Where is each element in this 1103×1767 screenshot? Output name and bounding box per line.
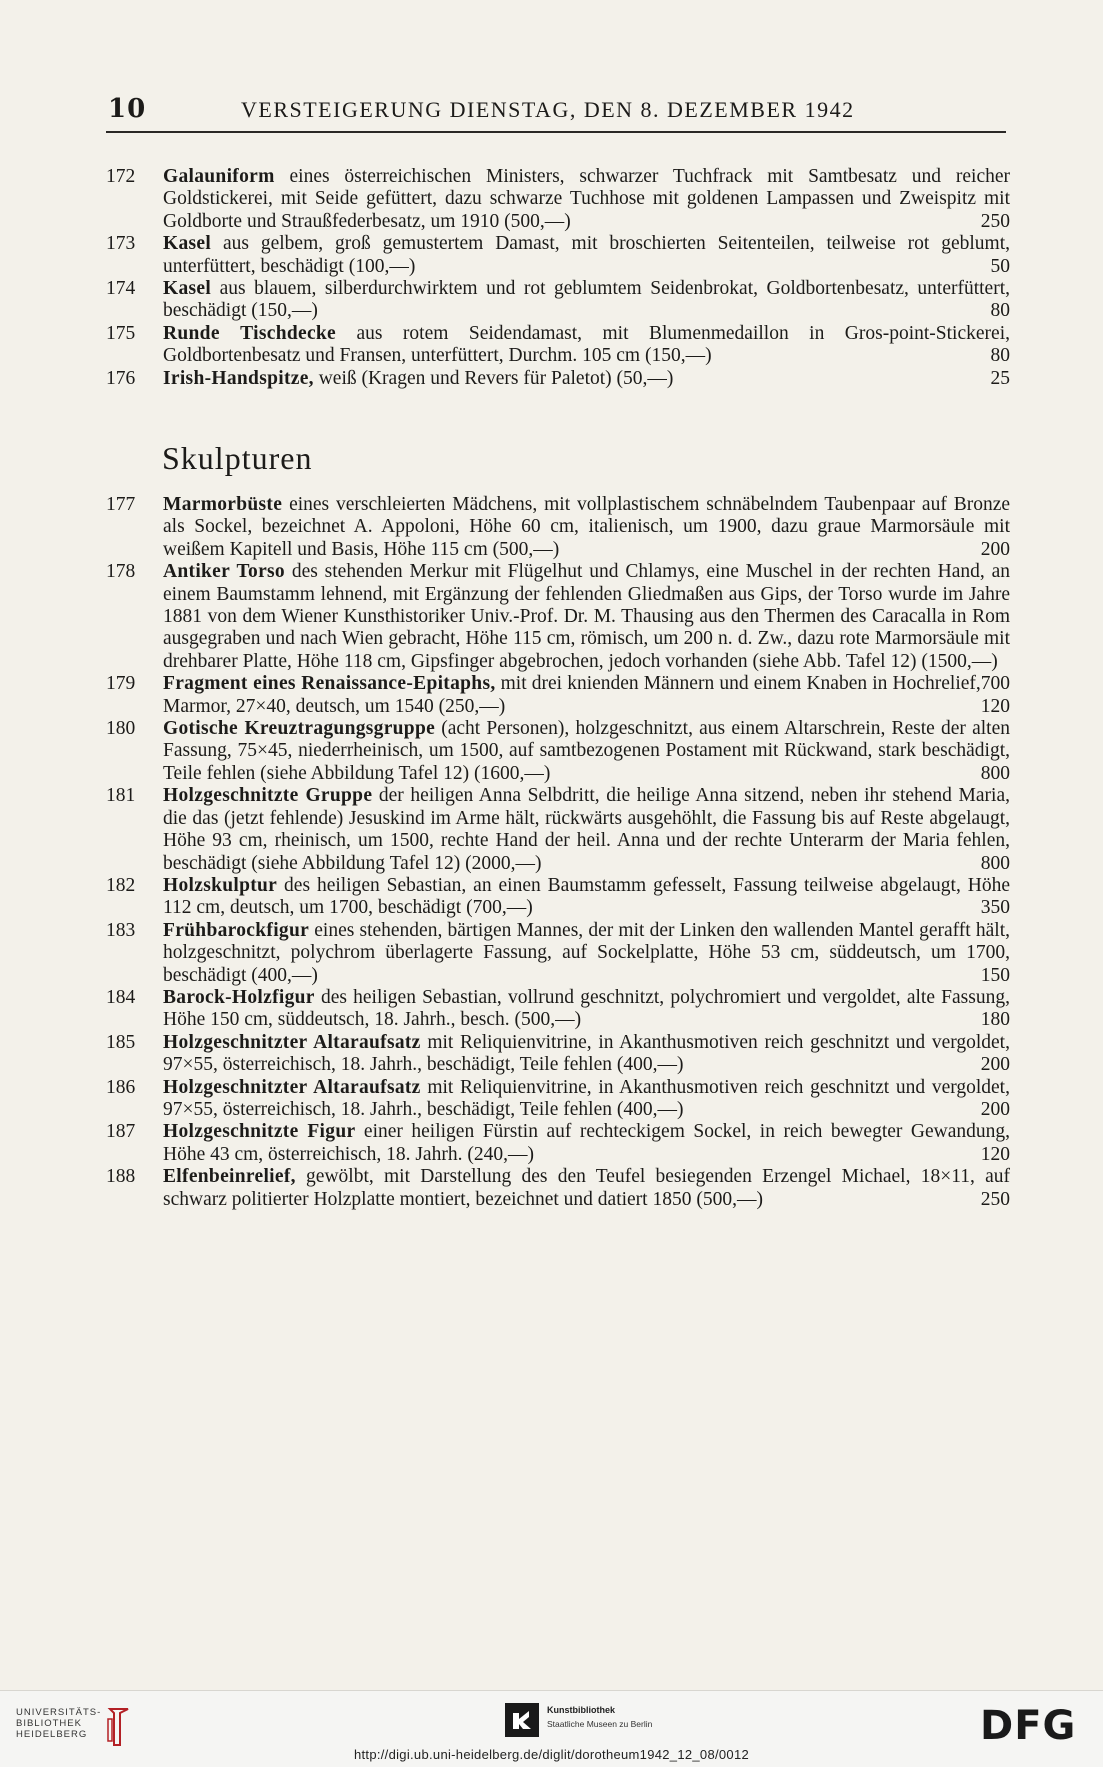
lot-title: Holzgeschnitzter Altaraufsatz — [163, 1076, 421, 1098]
lot-description: gewölbt, mit Darstellung des den Teufel besiegenden Erzengel Michael, 18×11, auf schwarz politierter Holzplatte montiert, bezeichnet und datiert 1850 (500,—) — [163, 1166, 1010, 1210]
lot-title: Gotische Kreuztragungsgruppe — [163, 718, 436, 740]
lot-entry — [106, 718, 1010, 785]
lot-number: 173 — [106, 233, 136, 255]
lot-price: 350 — [980, 897, 1010, 919]
lot-price: 50 — [990, 255, 1010, 277]
lot-price: 700 — [980, 673, 1010, 695]
university-name: UNIVERSITÄTS- BIBLIOTHEK HEIDELBERG — [16, 1707, 102, 1740]
lot-description: des heiligen Sebastian, an einen Baumstamm gefesselt, Fassung teilweise abgelaugt, Höhe 112 cm, deutsch, um 1700, beschädigt (700,—) — [163, 874, 1010, 919]
lot-entry — [106, 494, 1010, 561]
lot-number: 172 — [106, 166, 136, 187]
lot-number: 178 — [106, 561, 136, 583]
lot-description: aus gelbem, groß gemustertem Damast, mit broschierten Seitenteilen, teilweise rot geblumt, unterfüttert, beschädigt (100,—) — [163, 233, 1010, 277]
lot-entry — [106, 875, 1010, 920]
lot-title: Galauniform — [163, 166, 275, 187]
lot-entry — [106, 673, 1010, 718]
lot-description: eines stehenden, bärtigen Mannes, der mit der Linken den wallenden Mantel gerafft hält, holzgeschnitzt, polychrom überlagerte Fassung, auf Sockelplatte, Höhe 53 cm, süddeutsch, um 1700, beschädigt (400,—) — [163, 919, 1010, 986]
page-header — [106, 92, 1006, 128]
page-number: 10 — [108, 94, 147, 124]
lot-number: 179 — [106, 673, 136, 695]
lot-entry — [106, 323, 1010, 368]
lot-entry — [106, 278, 1010, 323]
lot-number: 180 — [106, 718, 136, 740]
lot-description: (acht Personen), holzgeschnitzt, aus einem Altarschrein, Reste der alten Fassung, 75×45, niederrheinisch, um 1500, auf samtbezogenen Postament mit Rückwand, stark beschädigt, Teile fehlen (siehe Abbildung Tafel 12) (1600,—) — [163, 718, 1010, 784]
lot-number: 174 — [106, 278, 136, 300]
lot-entry — [106, 166, 1010, 233]
lot-title: Frühbarockfigur — [163, 919, 310, 941]
header-rule — [106, 131, 1006, 133]
lot-description: einer heiligen Fürstin auf rechteckigem Sockel, in reich bewegter Gewandung, Höhe 43 cm, österreichisch, 18. Jahrh. (240,—) — [163, 1121, 1010, 1165]
lot-title: Kasel — [163, 278, 212, 300]
lot-price: 250 — [980, 210, 1010, 232]
lot-entry — [106, 233, 1010, 278]
lot-price: 800 — [980, 762, 1010, 784]
lot-price: 25 — [990, 367, 1010, 389]
lot-description: aus rotem Seidendamast, mit Blumenmedaillon in Gros-point-Stickerei, Goldbortenbesatz und Fransen, unterfüttert, Durchm. 105 cm (150,—) — [163, 322, 1010, 367]
running-title: VERSTEIGERUNG DIENSTAG, DEN 8. DEZEMBER 1942 — [241, 97, 855, 122]
lot-description: mit Reliquienvitrine, in Akanthusmotiven reich geschnitzt und vergoldet, 97×55, österreichisch, 18. Jahrh., beschädigt, Teile fehlen (400,—) — [163, 1076, 1010, 1120]
lot-number: 175 — [106, 322, 136, 344]
lot-entry — [106, 1121, 1010, 1166]
svg-text:DFG: DFG — [980, 1705, 1077, 1743]
source-url-link[interactable]: http://digi.ub.uni-heidelberg.de/diglit/dorotheum1942_12_08/0012 — [353, 1747, 750, 1762]
lot-price: 200 — [980, 538, 1010, 560]
lot-number: 181 — [106, 785, 136, 807]
lot-number: 176 — [106, 367, 136, 389]
lot-entry — [106, 920, 1010, 987]
lot-description: eines österreichischen Ministers, schwarzer Tuchfrack mit Samtbesatz und reicher Goldstickerei, mit Seide gefüttert, dazu schwarze Tuchhose mit goldenen Lampassen und Zweispitz mit Goldborte und Straußfederbesatz, um 1910 (500,—) — [163, 166, 1010, 232]
university-emblem-icon — [102, 1705, 134, 1749]
lot-price: 250 — [980, 1188, 1010, 1210]
lot-price: 80 — [990, 300, 1010, 322]
lot-number: 186 — [106, 1076, 136, 1098]
footer-bar — [0, 1690, 1103, 1767]
lot-title: Holzgeschnitzte Gruppe — [163, 785, 373, 807]
university-library-logo[interactable] — [16, 1707, 101, 1740]
lot-title: Holzgeschnitzte Figur — [163, 1121, 356, 1143]
lot-price: 200 — [980, 1054, 1010, 1076]
lot-title: Kasel — [163, 233, 212, 255]
lot-title: Fragment eines Renaissance-Epitaphs, — [163, 673, 496, 695]
lot-entry — [106, 785, 1010, 875]
lot-number: 188 — [106, 1166, 136, 1188]
lot-price: 150 — [980, 964, 1010, 986]
lot-price: 180 — [980, 1009, 1010, 1031]
lot-number: 182 — [106, 874, 136, 896]
library-title: Kunstbibliothek — [547, 1705, 615, 1715]
lot-number: 185 — [106, 1031, 136, 1053]
lot-entry — [106, 987, 1010, 1032]
lot-description: weiß (Kragen und Revers für Paletot) (50,—) — [313, 367, 674, 389]
lot-number: 184 — [106, 986, 136, 1008]
lot-number: 187 — [106, 1121, 136, 1143]
lot-price: 200 — [980, 1098, 1010, 1120]
lot-price: 80 — [990, 345, 1010, 367]
dfg-logo-icon[interactable] — [980, 1705, 1088, 1743]
lot-entry — [106, 368, 1010, 390]
library-subtitle: Staatliche Museen zu Berlin — [547, 1719, 653, 1729]
lot-description: eines verschleierten Mädchens, mit vollplastischem schnäbelndem Taubenpaar auf Bronze als Sockel, bezeichnet A. Appoloni, Höhe 60 cm, italienisch, um 1900, dazu graue Marmorsäule mit weißem Kapitell und Basis, Höhe 115 cm (500,—) — [163, 494, 1010, 560]
lot-description: mit Reliquienvitrine, in Akanthusmotiven reich geschnitzt und vergoldet, 97×55, österreichisch, 18. Jahrh., beschädigt, Teile fehlen (400,—) — [163, 1031, 1010, 1076]
section-heading-skulpturen: Skulpturen — [162, 440, 313, 476]
lot-description: der heiligen Anna Selbdritt, die heilige Anna sitzend, neben ihr stehend Maria, die das (jetzt fehlende) Jesuskind im Arme hält, rückwärts ausgehöhlt, die Fassung bis auf Reste abgelaugt, Höhe 93 cm, rheinisch, um 1500, rechte Hand der heil. Anna und der rechte Unterarm der Maria fehlen, beschädigt (siehe Abbildung Tafel 12) (2000,—) — [163, 785, 1010, 874]
lot-title: Elfenbeinrelief, — [163, 1166, 296, 1188]
lot-entry — [106, 1077, 1010, 1122]
lot-entry — [106, 1166, 1010, 1211]
lot-title: Holzskulptur — [163, 874, 278, 896]
kunstbibliothek-emblem-icon — [505, 1703, 539, 1737]
lot-list-sculptures — [106, 494, 1010, 1211]
lot-title: Runde Tischdecke — [163, 322, 336, 344]
lot-title: Barock-Holzfigur — [163, 986, 315, 1008]
lot-description: des stehenden Merkur mit Flügelhut und Chlamys, eine Muschel in der rechten Hand, an einem Baumstamm lehnend, mit Ergänzung der fehlenden Gliedmaßen aus Gips, der Torso wurde im Jahre 1881 von dem Wiener Kunsthistoriker Univ.-Prof. Dr. M. Thausing aus den Thermen des Caracalla in Rom ausgegraben und nach Wien gebracht, Höhe 115 cm, römisch, um 200 n. d. Zw., dazu rote Marmorsäule mit drehbarer Platte, Höhe 118 cm, Gipsfinger abgebrochen, jedoch vorhanden (siehe Abb. Tafel 12) (1500,—) — [163, 561, 1010, 672]
lot-title: Antiker Torso — [163, 561, 285, 583]
lot-title: Holzgeschnitzter Altaraufsatz — [163, 1031, 421, 1053]
lot-price: 800 — [980, 852, 1010, 874]
lot-title: Irish-Handspitze, — [163, 367, 314, 389]
lot-number: 177 — [106, 494, 136, 515]
lot-entry — [106, 1032, 1010, 1077]
lot-title: Marmorbüste — [163, 494, 283, 515]
lot-description: mit drei knienden Männern und einem Knaben in Hochrelief, Marmor, 27×40, deutsch, um 1540 (250,—) — [163, 673, 981, 717]
lot-list-textiles — [106, 166, 1010, 390]
lot-price: 120 — [980, 1143, 1010, 1165]
lot-description: aus blauem, silberdurchwirktem und rot geblumtem Seidenbrokat, Goldbortenbesatz, unterfüttert, beschädigt (150,—) — [163, 278, 1010, 322]
lot-price: 120 — [980, 695, 1010, 717]
lot-description: des heiligen Sebastian, vollrund geschnitzt, polychromiert und vergoldet, alte Fassung, Höhe 150 cm, süddeutsch, 18. Jahrh., besch. (500,—) — [163, 986, 1010, 1031]
lot-number: 183 — [106, 919, 136, 941]
